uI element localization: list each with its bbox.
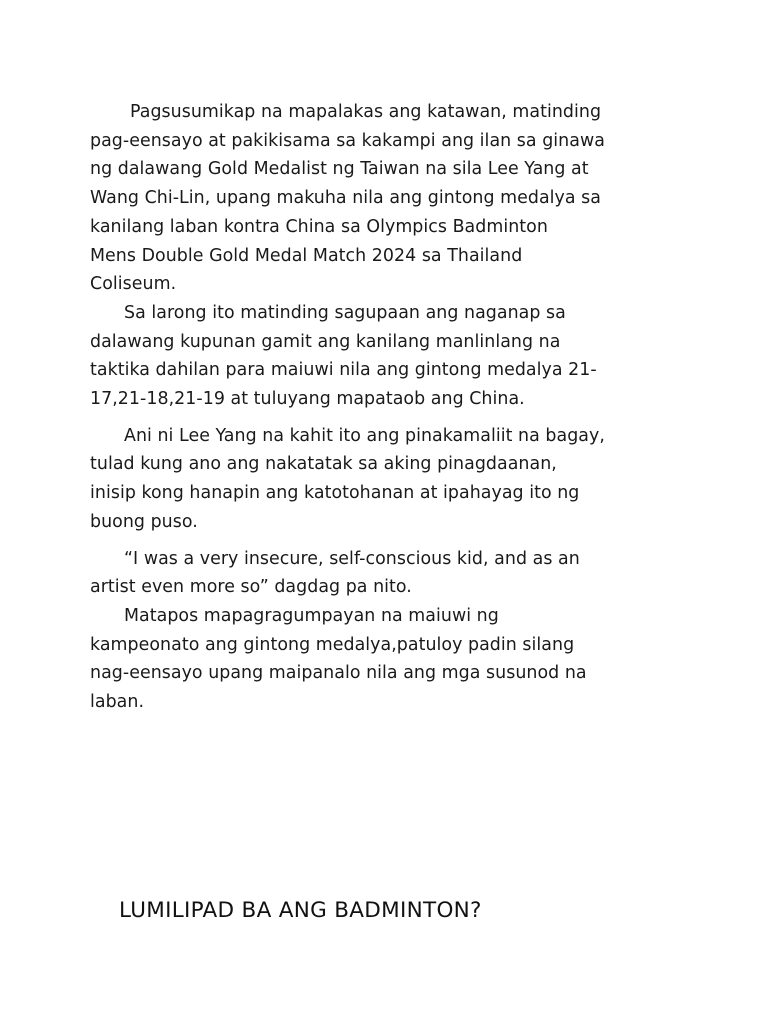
article-body xyxy=(90,98,682,717)
paragraph-5: Matapos mapagragumpayan na maiuwi ng kampeonato ang gintong medalya,patuloy padin silang nag-eensayo upang maipanalo nila ang mga susunod na laban. xyxy=(90,605,587,713)
paragraph-4: “I was a very insecure, self-conscious kid, and as an artist even more so” dagdag pa nito. xyxy=(90,548,580,598)
paragraph-1: Pagsusumikap na mapalakas ang katawan, matinding pag-eensayo at pakikisama sa kakampi ang ilan sa ginawa ng dalawang Gold Medalist ng Taiwan na sila Lee Yang at Wang Chi-Lin, upang makuha nila ang gintong medalya sa kanilang laban kontra China sa Olympics Badminton Mens Double Gold Medal Match 2024 sa Thailand Coliseum. xyxy=(90,102,605,295)
headline: LUMILIPAD BA ANG BADMINTON? xyxy=(119,898,482,923)
paragraph-2: Sa larong ito matinding sagupaan ang naganap sa dalawang kupunan gamit ang kanilang manlinlang na taktika dahilan para maiuwi nila ang gintong medalya 21- 17,21-18,21-19 at tuluyang mapataob ang China. xyxy=(90,302,597,410)
paragraph-3: Ani ni Lee Yang na kahit ito ang pinakamaliit na bagay, tulad kung ano ang nakatatak sa aking pinagdaanan, inisip kong hanapin ang katotohanan at ipahayag ito ng buong puso. xyxy=(90,425,605,532)
